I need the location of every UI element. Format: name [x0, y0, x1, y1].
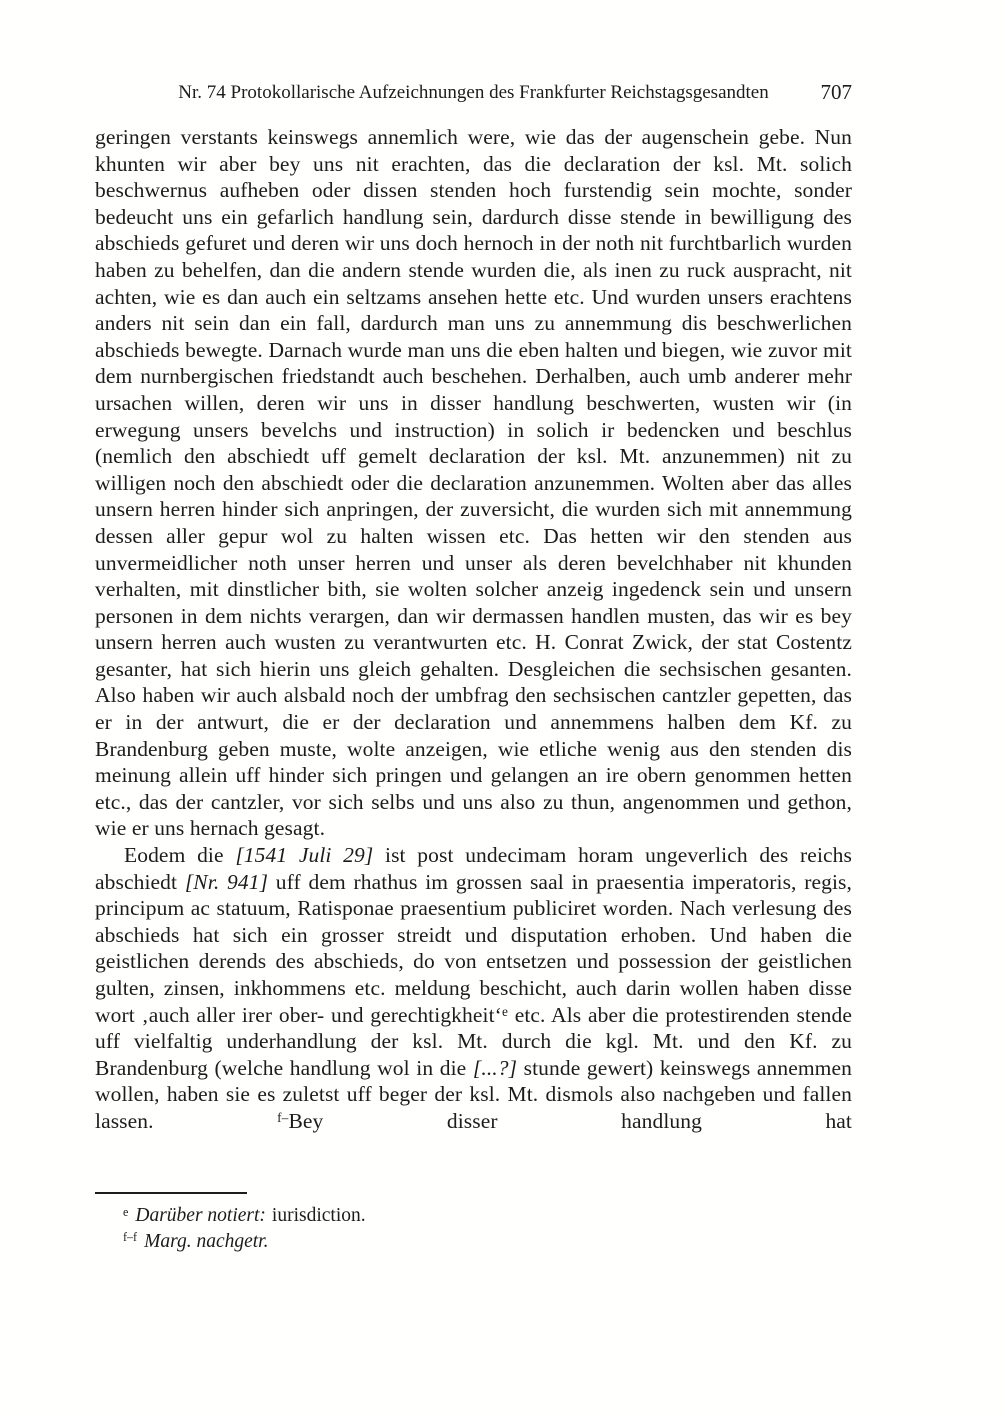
p2-text-4: etc. Als aber die protestirenden stende uff vielfaltig underhandlung der ksl. Mt. durch die kgl. Mt. und den Kf. zu Brandenburg (welche handlung wol in die: [95, 1002, 852, 1080]
footnote-separator-rule: [95, 1192, 247, 1194]
body-text: [95, 124, 852, 1135]
footnote-e-marker: e: [123, 1204, 129, 1219]
p2-text-5: stunde gewert) keinswegs annemmen wollen, haben sie es zuletst uff beger der ksl. Mt. dismols also nachgeben und fallen lassen.: [95, 1055, 852, 1133]
running-header: [95, 82, 852, 104]
paragraph-2: [95, 842, 852, 1135]
footnote-ref-f: f–: [277, 1109, 289, 1125]
p2-text-6: Bey disser handlung hat: [288, 1108, 853, 1133]
footnote-e: [95, 1203, 852, 1229]
p2-text-1: Eodem die: [124, 843, 236, 868]
date-annotation: [1541 Juli 29]: [235, 843, 374, 868]
p2-text-3: uff dem rhathus im grossen saal in praesentia imperatoris, regis, principum ac statuum, Ratisponae praesentium publiciret worden. Nach verlesung des abschieds hat sich ein grosser streidt und disputation erhoben. Und haben die geistlichen derends des abschieds, do von entsetzen und possession der geistlichen gulten, zinsen, inkhommens etc. meldung beschicht, auch darin wollen haben disse wort ‚auch aller irer ober- und gerechtigkheit‘: [95, 869, 852, 1027]
page-number: 707: [820, 80, 852, 104]
footnote-f-label: Marg. nachgetr.: [144, 1230, 269, 1252]
p2-text-2: ist post undecimam horam ungeverlich des reichs abschiedt: [95, 843, 852, 894]
document-ref-annotation: [Nr. 941]: [184, 869, 269, 894]
footnote-e-text: iurisdiction.: [271, 1205, 366, 1226]
footnote-block: [95, 1192, 852, 1254]
running-header-title: Nr. 74 Protokollarische Aufzeichnungen des Frankfurter Reichstagsgesandten: [178, 82, 769, 103]
uncertain-reading-annotation: [...?]: [472, 1055, 518, 1080]
footnote-f: [95, 1229, 852, 1255]
footnote-ref-e: e: [501, 1003, 508, 1019]
footnote-f-marker: f–f: [123, 1230, 138, 1245]
footnote-e-label: Darüber notiert:: [135, 1205, 266, 1226]
text-block: [95, 82, 852, 1135]
paragraph-1: geringen verstants keinswegs annemlich were, wie das der augenschein gebe. Nun khunten wir aber bey uns nit erachten, das die declaration der ksl. Mt. solich beschwernus aufheben oder dissen stenden hoch furstendig sein mochte, sonder bedeucht uns ein gefarlich handlung sein, dardurch disse stende in bewilligung des abschieds gefuret und deren wir uns doch hernoch in der noth nit furchtbarlich wurden haben zu behelfen, dan die andern stende wurden die, als inen zu ruck auspracht, nit achten, wie es dan auch ein seltzams ansehen hette etc. Und wurden unsers erachtens anders nit sein dan ein fall, dardurch man uns zu annemmung dis beschwerlichen abschieds bewegte. Darnach wurde man uns die eben halten und biegen, wie zuvor mit dem nurnbergischen friedstandt auch beschehen. Derhalben, auch umb anderer mehr ursachen willen, deren wir uns in disser handlung beschwerten, wusten wir (in erwegung unsers bevelchs und instruction) in solich ir bedencken und beschlus (nemlich den abschiedt uff gemelt declaration der ksl. Mt. anzunemmen) nit zu willigen noch den abschiedt oder die declaration anzunemmen. Wolten aber das alles unsern herren hinder sich anpringen, der zuversicht, die wurden sich mit annemmung dessen aller gepur wol zu halten wissen etc. Das hetten wir den stenden aus unvermeidlicher noth unser herren und unser als deren bevelchhaber nit khunden verhalten, mit dinstlicher bith, sie wolten solcher anzeig ingedenck sein und unsern personen in dem nichts verargen, dan wir dermassen handlen musten, das wir es bey unsern herren auch wusten zu verantwurten etc. H. Conrat Zwick, der stat Costentz gesanter, hat sich hierin uns gleich gehalten. Desgleichen die sechsischen gesanten. Also haben wir auch alsbald noch der umbfrag den sechsischen cantzler gepetten, das er in der antwurt, die er der declaration und annemmens halben dem Kf. zu Brandenburg geben muste, wolte anzeigen, wie etliche wenig aus den stenden dis meinung allein uff hinder sich pringen und gelangen an ire obern genommen hetten etc., das der cantzler, vor sich selbs und uns also zu thun, angenommen und gethon, wie er uns hernach gesagt.: [95, 125, 852, 841]
